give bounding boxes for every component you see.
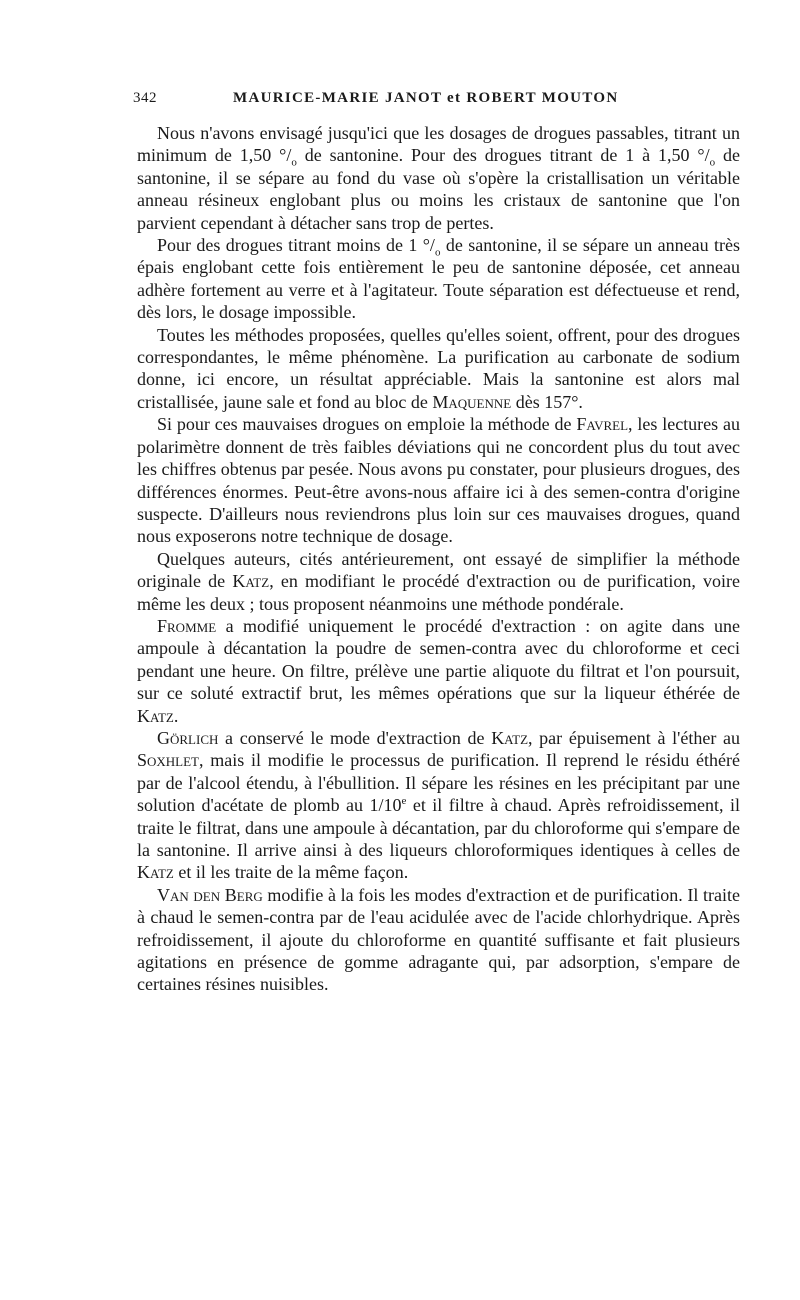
text-run: dès 157°. — [511, 391, 583, 412]
percent-symbol: °/ — [697, 145, 710, 166]
ordinal-superscript: e — [401, 795, 407, 808]
page-number: 342 — [133, 90, 157, 106]
author-name: Soxhlet — [137, 750, 199, 771]
text-run: Nous n'avons envisagé jusqu'ici que les dosages de drogues passables, titrant un minimum de 1,50 — [137, 123, 740, 166]
paragraph-3 — [137, 324, 740, 414]
text-run: Quelques auteurs, cités antérieurement, ont essayé de simplifier la méthode originale de — [137, 548, 740, 592]
text-run: . — [173, 705, 179, 726]
text-run: modifie à la fois les modes d'extraction et de purification. Il traite à chaud le semen-contra par de l'eau acidulée avec de l'acide chlorhydrique. Après refroidissement, il ajoute du chloroforme en quantité suffisante et fait plusieurs agitations en présence de gomme adragante qui, par adsorption, s'empare de certaines résines nuisibles. — [137, 884, 741, 995]
text-run: et il les traite de la même façon. — [173, 862, 409, 883]
percent-symbol: °/ — [422, 235, 435, 256]
percent-subscript: o — [434, 246, 441, 259]
paragraph-8 — [137, 884, 740, 996]
text-run: Si pour ces mauvaises drogues on emploie la méthode de — [157, 414, 577, 435]
author-name: Fromme — [157, 615, 217, 636]
text-run: , en modifiant le procédé d'extraction ou de purification, voire même les deux ; tous proposent néanmoins une méthode pondérale. — [137, 571, 740, 614]
paragraph-5 — [137, 548, 740, 615]
text-run: de santonine. Pour des drogues titrant de 1 à 1,50 — [296, 145, 698, 166]
paragraph-2 — [137, 234, 740, 324]
paragraph-6 — [137, 615, 740, 727]
author-name: Van den Berg — [157, 884, 263, 905]
text-run: Pour des drogues titrant moins de 1 — [157, 235, 423, 256]
author-name: Katz — [137, 862, 174, 883]
text-run: a conservé le mode d'extraction de — [218, 727, 492, 748]
permille-subscript: o — [291, 157, 297, 169]
text-run: , mais il modifie le processus de purification. Il reprend le résidu éthéré par de l'alcool étendu, à l'ébullition. Il sépare les résines en les précipitant par une solution d'acétate de plomb au 1/10 — [137, 750, 740, 816]
text-run: de santonine, il se sépare au fond du vase où s'opère la cristallisation un véritable anneau résineux englobant plus ou moins les cristaux de santonine que l'on parvient cependant à détacher sans trop de pertes. — [137, 145, 740, 233]
text-run: a modifié uniquement le procédé d'extraction : on agite dans une ampoule à décantation la poudre de semen-contra avec du chloroforme et ceci pendant une heure. On filtre, prélève une partie aliquote du filtrat et l'on poursuit, sur ce soluté extractif brut, les mêmes opérations que sur la liqueur éthérée de — [137, 615, 740, 704]
paragraph-4 — [137, 413, 740, 547]
author-name: Katz — [232, 571, 270, 592]
text-run: de santonine, il se sépare un anneau très épais englobant cette fois entièrement le peu de santonine déposée, cet anneau adhère fortement au verre et à l'agitateur. Toute séparation est défectueuse et rend, dès lors, le dosage impossible. — [137, 235, 740, 323]
body-text — [137, 122, 740, 996]
percent-subscript: o — [709, 157, 716, 169]
text-run: , par épuisement à l'éther au — [528, 727, 740, 748]
author-name: Maquenne — [432, 391, 512, 412]
author-name: Favrel — [576, 414, 629, 435]
text-run: , les lectures au polarimètre donnent de très faibles déviations qui ne concordent plus du tout avec les chiffres obtenus par pesée. Nous avons pu constater, pour plusieurs drogues, des différences énormes. Peut-être avons-nous affaire ici à des semen-contra d'origine suspecte. D'ailleurs nous reviendrons plus loin sur ces mauvaises drogues, quand nous exposerons notre technique de dosage. — [137, 414, 740, 547]
paragraph-1 — [137, 122, 740, 234]
author-name: Katz — [137, 705, 174, 726]
author-name: Katz — [491, 727, 529, 748]
running-title: MAURICE-MARIE JANOT et ROBERT MOUTON — [233, 90, 619, 106]
text-run: Toutes les méthodes proposées, quelles qu'elles soient, offrent, pour des drogues correspondantes, le même phénomène. La purification au carbonate de sodium donne, ici encore, un résultat appréciable. Mais la santonine est alors mal cristallisée, jaune sale et fond au bloc de — [137, 324, 740, 412]
author-name: Görlich — [157, 727, 219, 748]
text-run: et il filtre à chaud. Après refroidissement, il traite le filtrat, dans une ampoule à décantation, par du chloroforme qui s'empare de la santonine. Il arrive ainsi à des liqueurs chloroformiques identiques à celles de — [137, 795, 740, 860]
running-head — [133, 90, 663, 114]
permille-symbol: °/ — [279, 145, 292, 166]
paragraph-7 — [137, 727, 740, 884]
